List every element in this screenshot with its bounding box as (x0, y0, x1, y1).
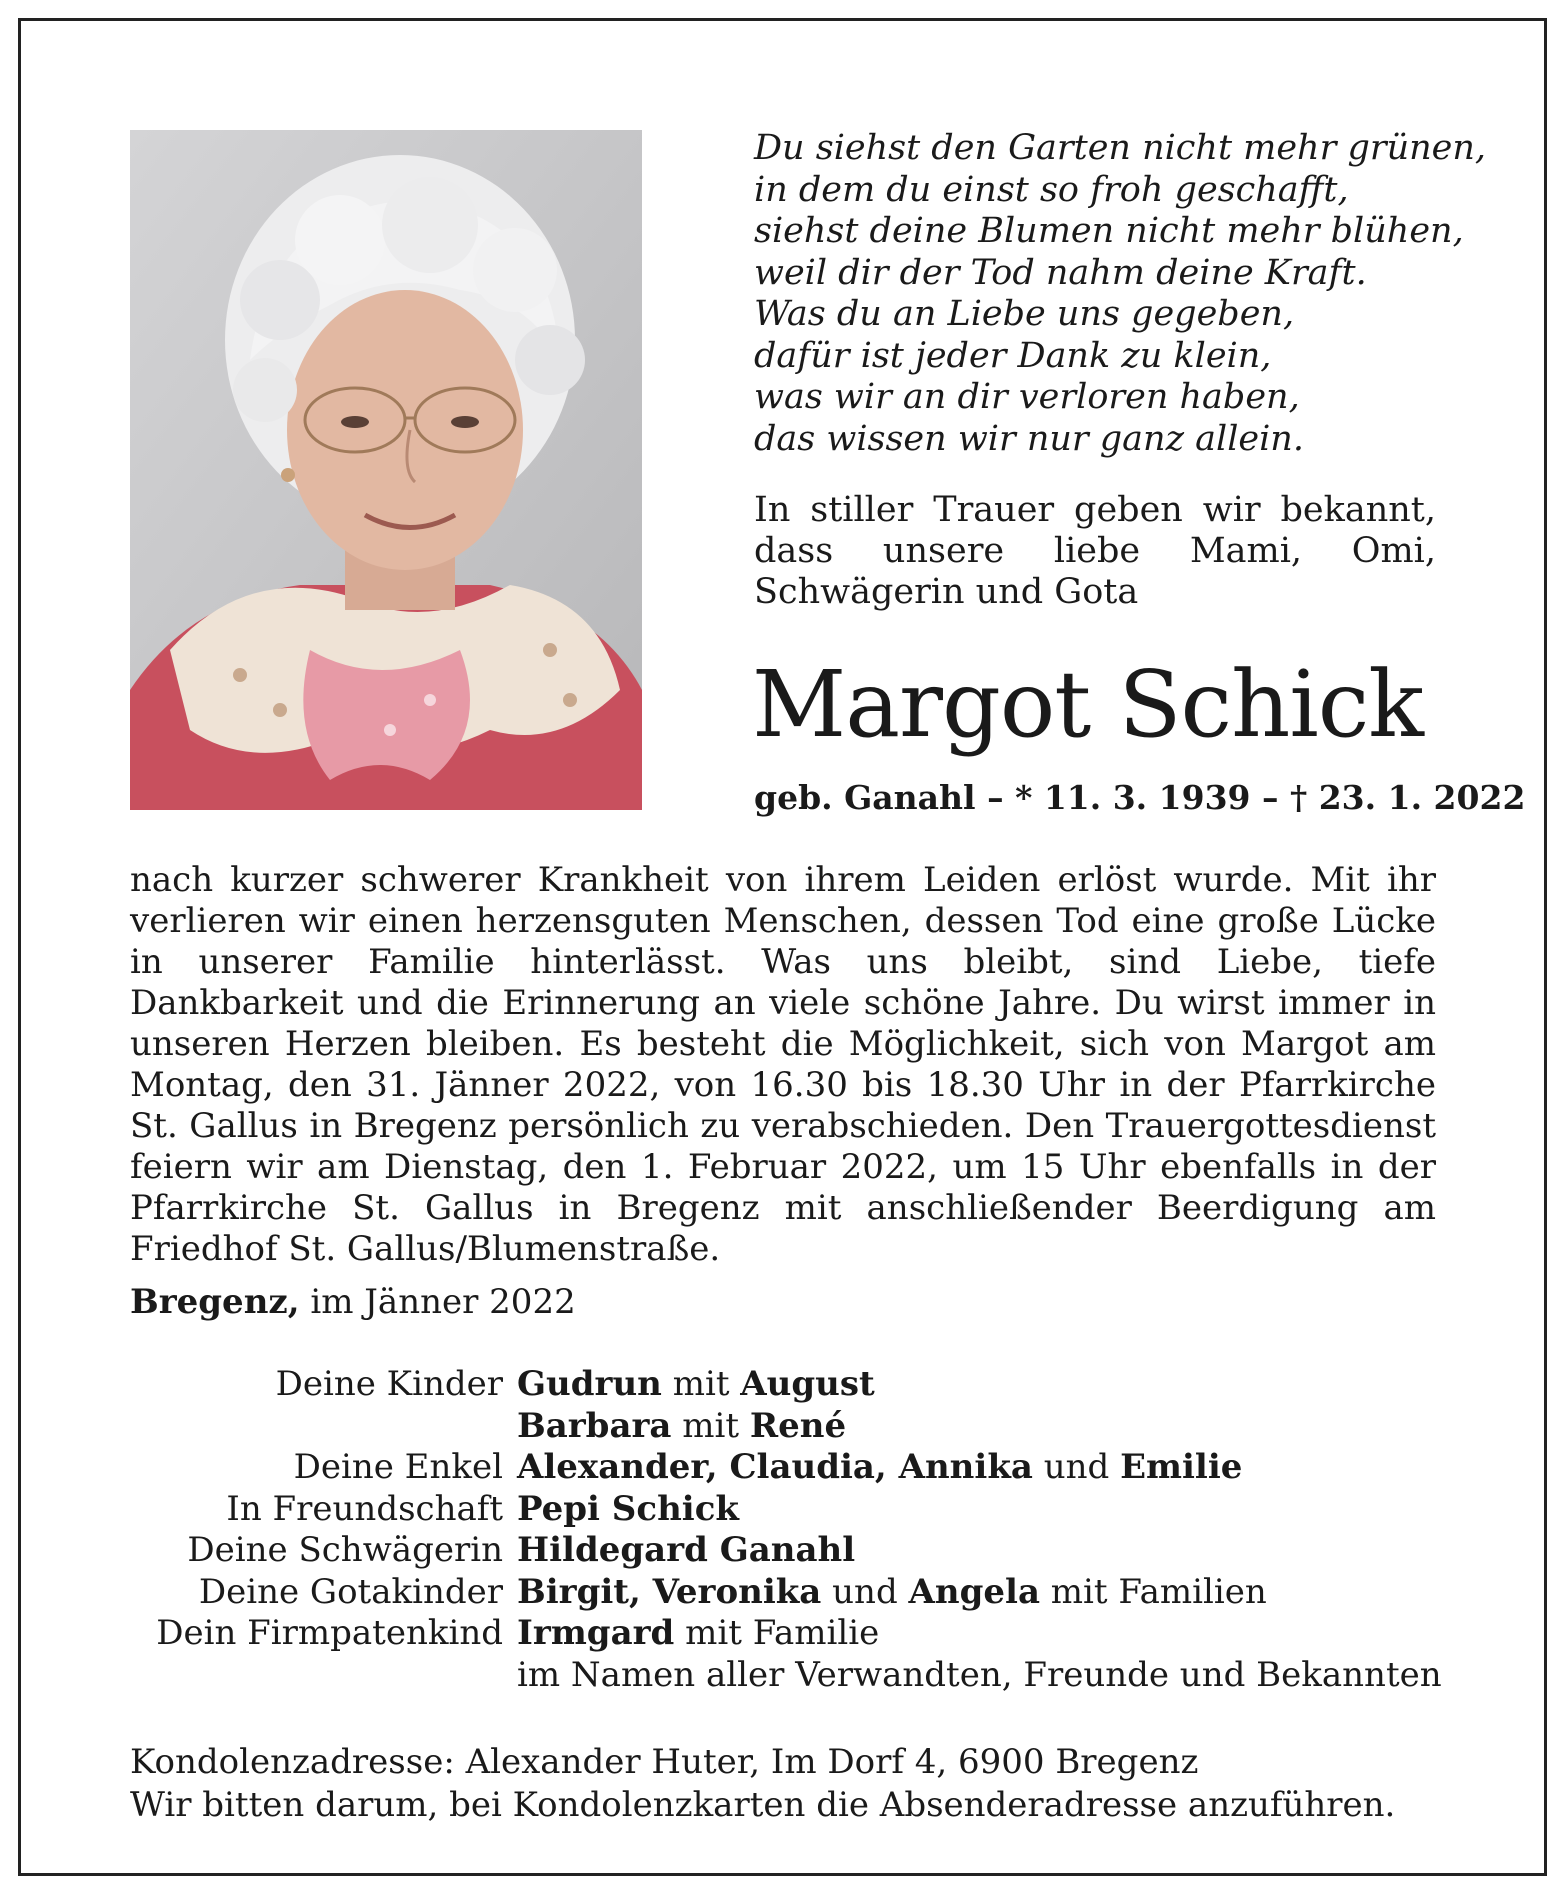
mourner-name: Gudrun (517, 1364, 662, 1404)
footer (130, 1741, 1395, 1827)
mourner-name: Pepi Schick (517, 1488, 739, 1529)
closing-line: im Namen aller Verwandten, Freunde und Bekannten (517, 1654, 1442, 1695)
condolence-address: Kondolenzadresse: Alexander Huter, Im Dorf 4, 6900 Bregenz (130, 1742, 1199, 1782)
mourner-row (130, 1613, 1436, 1655)
mourner-row (130, 1654, 1442, 1697)
announcement-body: nach kurzer schwerer Krankheit von ihrem Leiden erlöst wurde. Mit ihr verlieren wir einen herzensguten Menschen, dessen Tod eine große Lücke in unserer Familie hinterlässt. Was uns bleibt, sind Liebe, tiefe Dankbarkeit und die Erinnerung an viele schöne Jahre. Du wirst immer in unseren Herzen bleiben. Es besteht die Möglichkeit, sich von Margot am Montag, den 31. Jänner 2022, von 16.30 bis 18.30 Uhr in der Pfarrkirche St. Gallus in Bregenz persönlich zu verabschieden. Den Trauergottesdienst feiern wir am Dienstag, den 1. Februar 2022, um 15 Uhr ebenfalls in der Pfarrkirche St. Gallus in Bregenz mit anschließender Beerdigung am Friedhof St. Gallus/Blumenstraße. (130, 860, 1436, 1269)
relation-label: Deine Schwägerin (187, 1530, 503, 1570)
place-date (130, 1282, 576, 1322)
poem-line: Was du an Liebe uns gegeben, (754, 294, 1295, 334)
conjunction: mit (682, 1405, 740, 1446)
mourner-name: Irmgard (517, 1613, 675, 1653)
mourner-name: Emilie (1120, 1447, 1243, 1487)
mourner-suffix: mit Familie (685, 1613, 880, 1653)
mourners-list (130, 1364, 1442, 1696)
mourner-row (130, 1406, 1436, 1448)
mourner-names (517, 1530, 855, 1572)
relation-label-empty (130, 1406, 517, 1448)
poem (754, 128, 1487, 460)
poem-line: was wir an dir verloren haben, (754, 377, 1300, 417)
mourner-row (130, 1530, 1436, 1572)
mourner-name: Birgit, Veronika (517, 1571, 822, 1612)
portrait-photo (130, 130, 642, 810)
mourner-row (130, 1572, 1436, 1614)
intro-text: In stiller Trauer geben wir bekannt, dass unsere liebe Mami, Omi, Schwägerin und Gota (754, 490, 1436, 612)
poem-line: weil dir der Tod nahm deine Kraft. (754, 252, 1367, 293)
condolence-note: Wir bitten darum, bei Kondolenzkarten die Absenderadresse anzuführen. (130, 1785, 1396, 1825)
relation-label: Dein Firmpatenkind (156, 1613, 503, 1653)
conjunction: mit (672, 1364, 730, 1404)
poem-line: siehst deine Blumen nicht mehr blühen, (754, 211, 1464, 251)
mourner-name: Barbara (517, 1405, 672, 1446)
relation-label-empty (130, 1655, 517, 1697)
conjunction: und (832, 1571, 898, 1612)
mourner-names (517, 1406, 846, 1448)
poem-line: in dem du einst so froh geschafft, (754, 169, 1349, 210)
mourner-name: Alexander, Claudia, Annika (517, 1447, 1033, 1487)
deceased-name: Margot Schick (752, 651, 1424, 758)
place-date-text: im Jänner 2022 (310, 1282, 576, 1322)
relation-label: Deine Kinder (275, 1364, 503, 1404)
mourner-name: Angela (908, 1571, 1040, 1612)
mourner-suffix: mit Familien (1050, 1571, 1267, 1612)
poem-line: das wissen wir nur ganz allein. (754, 418, 1304, 459)
birth-death-line: geb. Ganahl – * 11. 3. 1939 – † 23. 1. 2022 (754, 778, 1526, 817)
mourner-names (517, 1572, 1267, 1614)
relation-label: In Freundschaft (226, 1488, 503, 1529)
mourner-names (517, 1613, 879, 1655)
poem-line: dafür ist jeder Dank zu klein, (754, 335, 1272, 376)
mourner-name: René (749, 1405, 847, 1446)
mourner-name: August (740, 1364, 875, 1404)
mourner-name: Hildegard Ganahl (517, 1530, 856, 1570)
mourner-names (517, 1364, 875, 1406)
relation-label: Deine Enkel (293, 1447, 503, 1487)
mourner-row (130, 1364, 1436, 1406)
mourner-names (517, 1489, 739, 1531)
mourner-row (130, 1489, 1436, 1531)
mourner-row (130, 1447, 1436, 1489)
relation-label: Deine Gotakinder (198, 1571, 503, 1612)
poem-line: Du siehst den Garten nicht mehr grünen, (754, 128, 1487, 168)
mourner-names (517, 1447, 1242, 1489)
conjunction: und (1043, 1447, 1110, 1487)
place-city: Bregenz, (130, 1282, 300, 1322)
